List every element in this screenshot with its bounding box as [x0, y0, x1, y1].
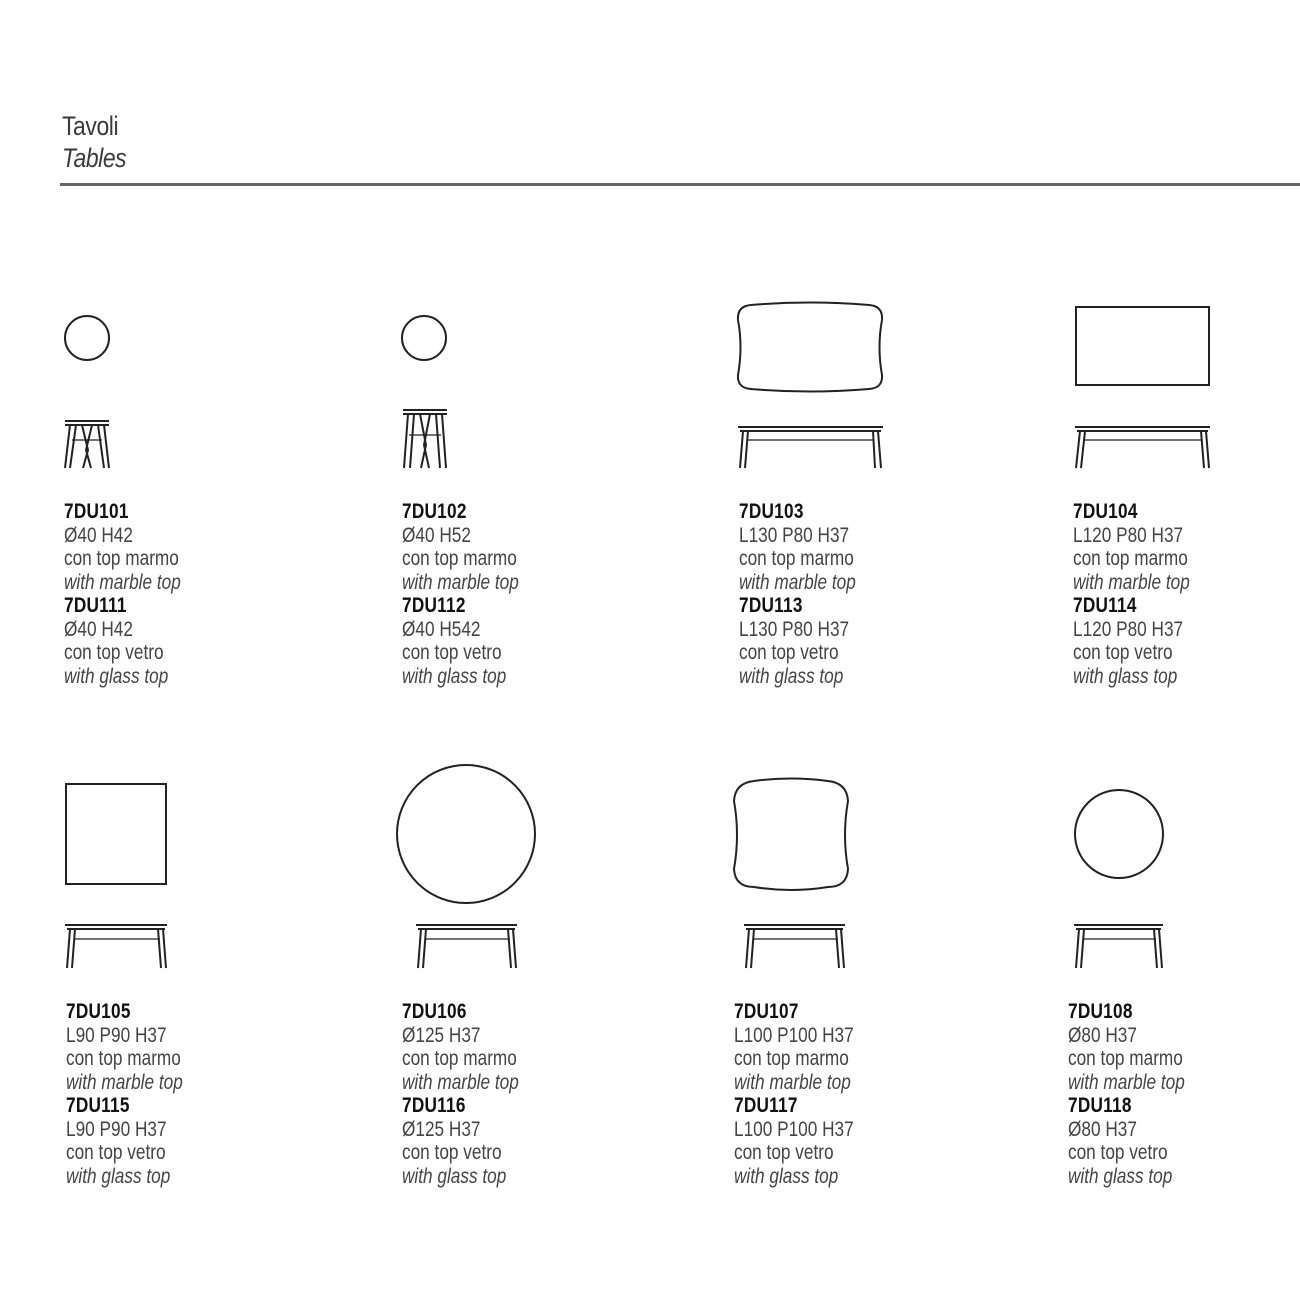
product-dimensions: Ø125 H37 — [402, 1117, 481, 1141]
product-code: 7DU112 — [402, 594, 466, 617]
product-card-7du105 — [64, 765, 364, 1195]
top-material-en: with marble top — [1073, 570, 1190, 594]
product-card-7du101 — [62, 300, 362, 700]
top-material-en: with glass top — [1068, 1164, 1173, 1188]
product-dimensions: L120 P80 H37 — [1073, 523, 1184, 547]
top-material-en: with glass top — [1073, 664, 1178, 688]
product-dimensions: L120 P80 H37 — [1073, 617, 1184, 641]
product-card-7du106 — [396, 765, 696, 1195]
product-dimensions: L130 P80 H37 — [739, 617, 850, 641]
top-material-it: con top vetro — [66, 1141, 166, 1164]
top-material-en: with glass top — [402, 1164, 507, 1188]
top-material-en: with marble top — [66, 1070, 183, 1094]
square-coffee-table-icon — [64, 765, 304, 975]
product-code: 7DU107 — [734, 1000, 799, 1023]
product-code: 7DU106 — [402, 1000, 467, 1023]
product-dimensions: L90 P90 H37 — [66, 1023, 167, 1047]
top-material-it: con top vetro — [402, 641, 502, 664]
top-material-en: with glass top — [739, 664, 844, 688]
top-material-en: with marble top — [402, 570, 519, 594]
top-material-en: with marble top — [1068, 1070, 1185, 1094]
top-material-it: con top marmo — [739, 547, 854, 570]
top-material-en: with glass top — [66, 1164, 171, 1188]
product-code: 7DU114 — [1073, 594, 1137, 617]
product-code: 7DU116 — [402, 1094, 466, 1117]
top-material-it: con top marmo — [402, 547, 517, 570]
product-code: 7DU102 — [402, 500, 467, 523]
product-card-7du102 — [400, 300, 700, 700]
top-material-it: con top vetro — [739, 641, 839, 664]
page-title-italian: Tavoli — [62, 111, 119, 141]
product-card-7du107 — [732, 765, 1032, 1195]
top-material-en: with marble top — [402, 1070, 519, 1094]
top-material-it: con top marmo — [64, 547, 179, 570]
product-code: 7DU103 — [739, 500, 804, 523]
top-material-en: with glass top — [402, 664, 507, 688]
product-code: 7DU111 — [64, 594, 127, 617]
product-dimensions: Ø40 H52 — [402, 523, 471, 547]
product-dimensions: Ø40 H42 — [64, 523, 133, 547]
top-material-en: with glass top — [64, 664, 169, 688]
top-material-it: con top vetro — [734, 1141, 834, 1164]
top-material-it: con top vetro — [64, 641, 164, 664]
product-code: 7DU105 — [66, 1000, 131, 1023]
top-material-it: con top vetro — [1068, 1141, 1168, 1164]
product-dimensions: L100 P100 H37 — [734, 1117, 854, 1141]
product-dimensions: Ø80 H37 — [1068, 1023, 1137, 1047]
product-dimensions: L100 P100 H37 — [734, 1023, 854, 1047]
header-divider — [60, 183, 1300, 186]
top-material-it: con top vetro — [402, 1141, 502, 1164]
product-code: 7DU118 — [1068, 1094, 1132, 1117]
spec-block — [1068, 1000, 1300, 1188]
top-material-en: with marble top — [734, 1070, 851, 1094]
spec-block — [1073, 500, 1300, 688]
product-code: 7DU113 — [739, 594, 803, 617]
product-dimensions: Ø125 H37 — [402, 1023, 481, 1047]
top-material-it: con top vetro — [1073, 641, 1173, 664]
product-code: 7DU104 — [1073, 500, 1138, 523]
product-card-7du103 — [737, 300, 1037, 700]
product-dimensions: Ø40 H42 — [64, 617, 133, 641]
spec-block — [402, 1000, 662, 1188]
top-material-it: con top marmo — [66, 1047, 181, 1070]
page-header — [62, 110, 138, 174]
product-dimensions: L90 P90 H37 — [66, 1117, 167, 1141]
spec-block — [64, 500, 324, 688]
top-material-en: with glass top — [734, 1164, 839, 1188]
large-round-coffee-table-icon — [396, 765, 636, 975]
barrel-coffee-table-icon — [737, 300, 997, 480]
round-side-table-tall-icon — [400, 300, 660, 480]
product-dimensions: Ø80 H37 — [1068, 1117, 1137, 1141]
top-material-it: con top marmo — [402, 1047, 517, 1070]
top-material-it: con top marmo — [1068, 1047, 1183, 1070]
product-dimensions: Ø40 H542 — [402, 617, 481, 641]
barrel-square-coffee-table-icon — [732, 765, 972, 975]
spec-block — [739, 500, 999, 688]
page-title-english: Tables — [62, 143, 127, 173]
product-card-7du104 — [1071, 300, 1300, 700]
top-material-en: with marble top — [739, 570, 856, 594]
product-code: 7DU108 — [1068, 1000, 1133, 1023]
product-card-7du108 — [1066, 765, 1300, 1195]
top-material-it: con top marmo — [1073, 547, 1188, 570]
product-code: 7DU117 — [734, 1094, 798, 1117]
spec-block — [66, 1000, 326, 1188]
rectangular-coffee-table-icon — [1071, 300, 1300, 480]
top-material-en: with marble top — [64, 570, 181, 594]
round-coffee-table-icon — [1066, 765, 1296, 975]
spec-block — [402, 500, 662, 688]
spec-block — [734, 1000, 994, 1188]
product-code: 7DU101 — [64, 500, 129, 523]
product-dimensions: L130 P80 H37 — [739, 523, 850, 547]
product-code: 7DU115 — [66, 1094, 130, 1117]
top-material-it: con top marmo — [734, 1047, 849, 1070]
round-side-table-tall-icon — [62, 300, 322, 480]
